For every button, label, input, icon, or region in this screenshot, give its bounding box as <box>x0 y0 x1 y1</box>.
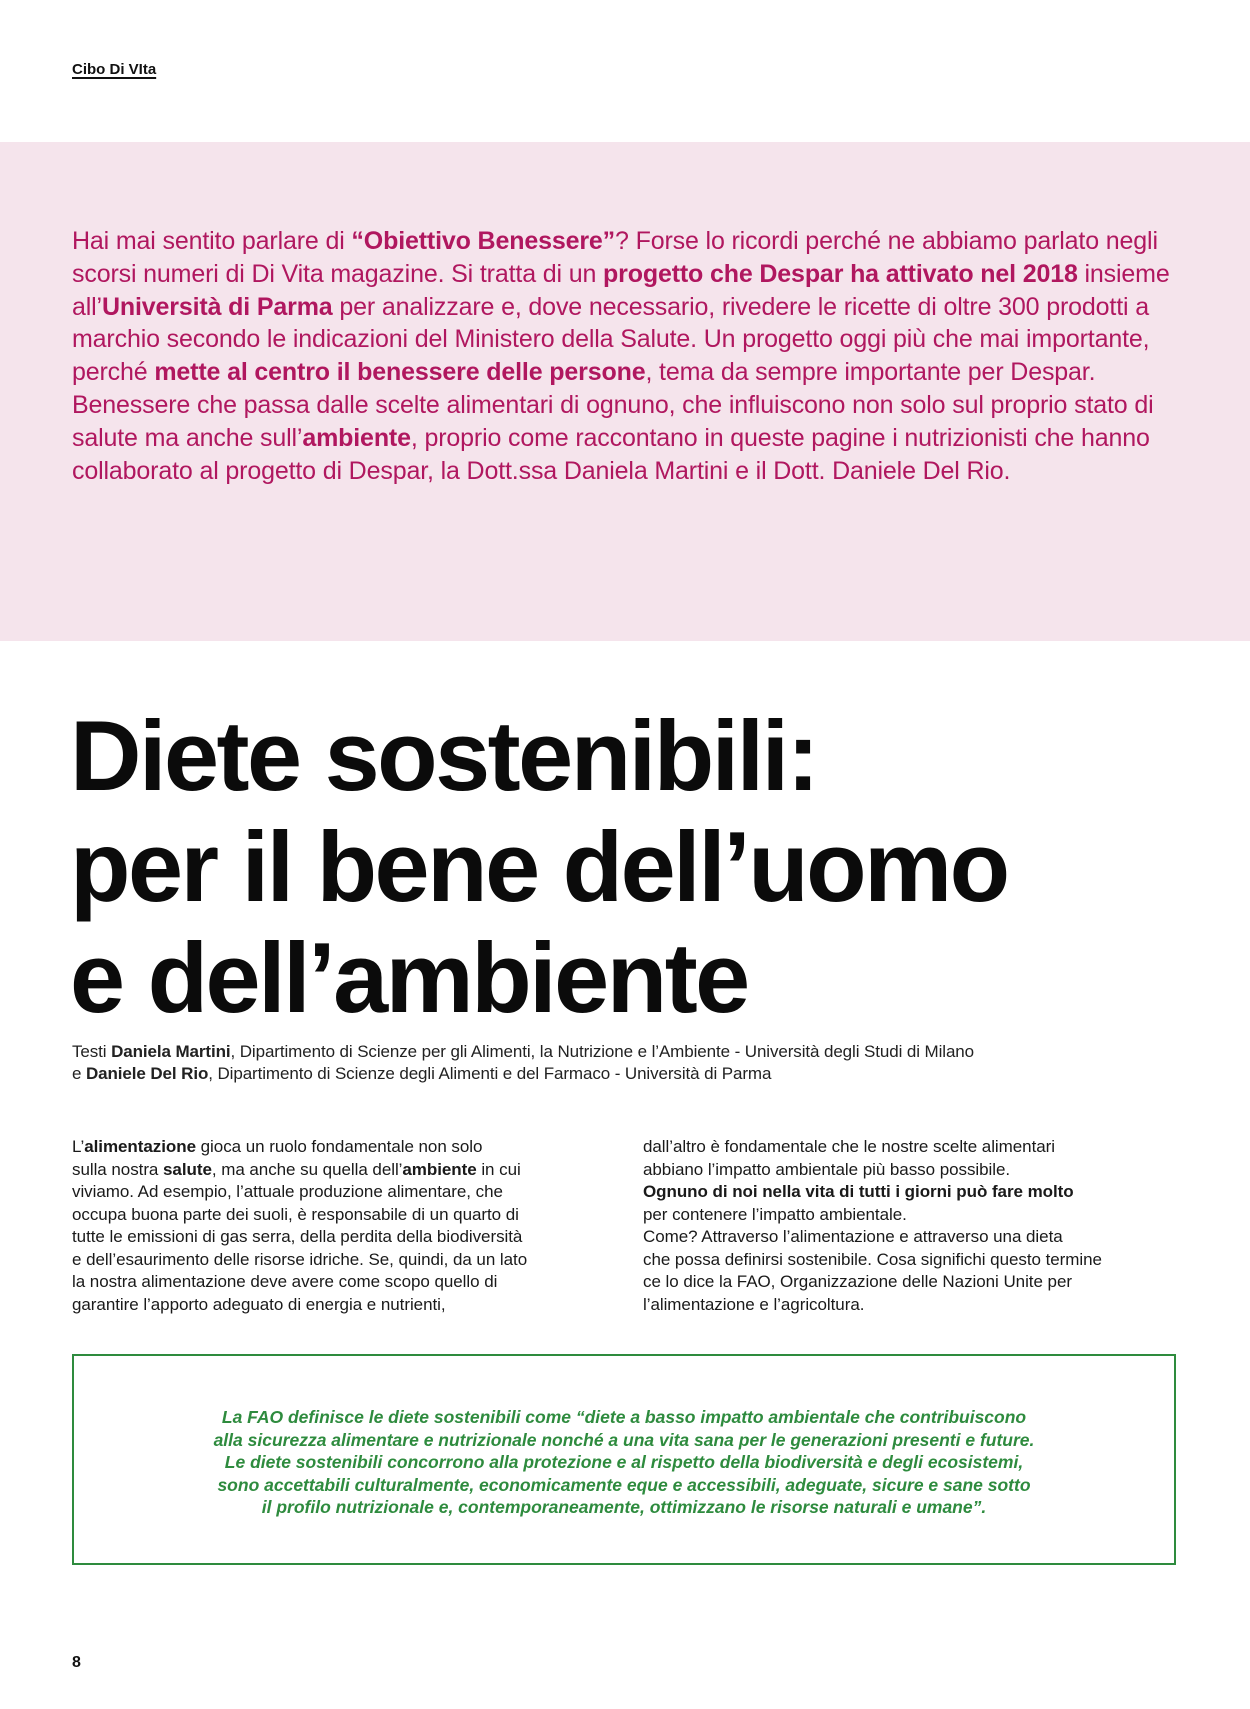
text-run: Hai mai sentito parlare di <box>72 227 352 255</box>
title-line: per il bene dell’uomo <box>70 811 1008 922</box>
text-run: garantire l’apporto adeguato di energia e nutrienti, <box>72 1294 446 1314</box>
text-run: occupa buona parte dei suoli, è responsabile di un quarto di <box>72 1204 519 1224</box>
body-line <box>643 1249 1203 1272</box>
intro-paragraph <box>72 225 1182 487</box>
body-line <box>643 1226 1203 1249</box>
body-line <box>72 1159 632 1182</box>
text-run: abbiano l’impatto ambientale più basso possibile. <box>643 1159 1011 1179</box>
section-label: Cibo Di VIta <box>72 61 157 78</box>
quote-line: alla sicurezza alimentare e nutrizionale nonché a una vita sana per le generazioni presenti e future. <box>213 1429 1035 1450</box>
emphasis-text: mette al centro il benessere delle persone <box>154 358 646 387</box>
text-run: , Dipartimento di Scienze per gli Alimenti, la Nutrizione e l’Ambiente - Università degli Studi di Milano <box>230 1042 975 1061</box>
text-run: , Dipartimento di Scienze degli Alimenti e del Farmaco - Università di Parma <box>208 1064 772 1083</box>
body-line <box>643 1136 1203 1159</box>
emphasis-text: ambiente <box>402 1159 477 1179</box>
text-run: Testi <box>72 1042 112 1061</box>
quote-line: La FAO definisce le diete sostenibili come “diete a basso impatto ambientale che contribuiscono <box>221 1407 1027 1427</box>
body-line <box>72 1181 632 1204</box>
emphasis-text: salute <box>163 1159 212 1179</box>
emphasis-text: Università di Parma <box>101 292 333 321</box>
text-run: per analizzare e, dove necessario, rivedere le ricette di oltre 300 prodotti a marchio secondo le indicazioni del Ministero della Salute. Un progetto oggi più che mai importante, perché <box>72 292 1150 387</box>
emphasis-text: “Obiettivo Benessere” <box>351 227 616 255</box>
fao-quote <box>74 1406 1174 1519</box>
text-run: in cui <box>476 1159 521 1179</box>
text-run: che possa definirsi sostenibile. Cosa significhi questo termine <box>643 1249 1102 1269</box>
article-title <box>70 700 1240 1033</box>
text-run: Come? Attraverso l’alimentazione e attraverso una dieta <box>643 1227 1063 1246</box>
body-line <box>72 1136 632 1159</box>
credit-line <box>72 1041 1212 1063</box>
title-line: Diete sostenibili: <box>70 700 818 811</box>
emphasis-text: Daniele Del Rio <box>85 1064 209 1083</box>
body-line <box>72 1271 632 1294</box>
text-run: L’ <box>72 1137 85 1156</box>
quote-line: il profilo nutrizionale e, contemporaneamente, ottimizzano le risorse naturali e umane”. <box>261 1497 987 1517</box>
body-line <box>643 1181 1203 1204</box>
text-run: l’alimentazione e l’agricoltura. <box>643 1294 865 1314</box>
text-run: viviamo. Ad esempio, l’attuale produzione alimentare, che <box>72 1182 503 1201</box>
text-run: sulla nostra <box>72 1159 164 1179</box>
fao-definition-box <box>72 1354 1176 1565</box>
emphasis-text: progetto che Despar ha attivato nel 2018 <box>603 259 1078 288</box>
page-number: 8 <box>72 1654 81 1671</box>
text-run: , proprio come raccontano in queste pagine i nutrizionisti che hanno collaborato al progetto di Despar, la Dott.ssa Daniela Martini e il Dott. Daniele Del Rio. <box>72 423 1150 485</box>
text-run: tutte le emissioni di gas serra, della perdita della biodiversità <box>72 1227 523 1246</box>
title-line: e dell’ambiente <box>70 922 748 1033</box>
body-line <box>643 1271 1203 1294</box>
quote-line: sono accettabili culturalmente, economicamente eque e accessibili, adeguate, sicure e sane sotto <box>217 1474 1031 1495</box>
emphasis-text: Daniela Martini <box>111 1042 231 1061</box>
body-line <box>643 1159 1203 1182</box>
text-run: la nostra alimentazione deve avere come scopo quello di <box>72 1272 498 1291</box>
credit-line <box>72 1063 1212 1085</box>
body-line <box>643 1294 1203 1317</box>
text-run: , tema da sempre importante per Despar. Benessere che passa dalle scelte alimentari di ognuno, che influiscono non solo sul proprio stato di salute ma anche sull’ <box>72 358 1154 452</box>
text-run: dall’altro è fondamentale che le nostre scelte alimentari <box>643 1137 1055 1156</box>
text-run: e dell’esaurimento delle risorse idriche. Se, quindi, da un lato <box>72 1249 528 1269</box>
text-run: insieme all’ <box>72 259 1170 321</box>
body-column-right <box>643 1136 1203 1316</box>
text-run: ? Forse lo ricordi perché ne abbiamo parlato negli scorsi numeri di Di Vita magazine. Si tratta di un <box>72 227 1158 288</box>
text-run: ce lo dice la FAO, Organizzazione delle Nazioni Unite per <box>643 1272 1072 1291</box>
text-run: gioca un ruolo fondamentale non solo <box>195 1137 483 1156</box>
text-run: e <box>72 1064 86 1083</box>
body-line <box>72 1294 632 1317</box>
quote-line: Le diete sostenibili concorrono alla protezione e al rispetto della biodiversità e degli ecosistemi, <box>224 1452 1024 1472</box>
emphasis-text: Ognuno di noi nella vita di tutti i giorni può fare molto <box>643 1182 1074 1201</box>
emphasis-text: ambiente <box>302 423 411 452</box>
body-line <box>72 1249 632 1272</box>
body-column-left <box>72 1136 632 1316</box>
body-line <box>72 1226 632 1249</box>
emphasis-text: alimentazione <box>84 1137 196 1156</box>
body-line <box>72 1204 632 1227</box>
text-run: , ma anche su quella dell’ <box>211 1159 403 1179</box>
text-run: per contenere l’impatto ambientale. <box>643 1204 907 1224</box>
author-credits <box>72 1041 1212 1085</box>
body-line <box>643 1204 1203 1227</box>
